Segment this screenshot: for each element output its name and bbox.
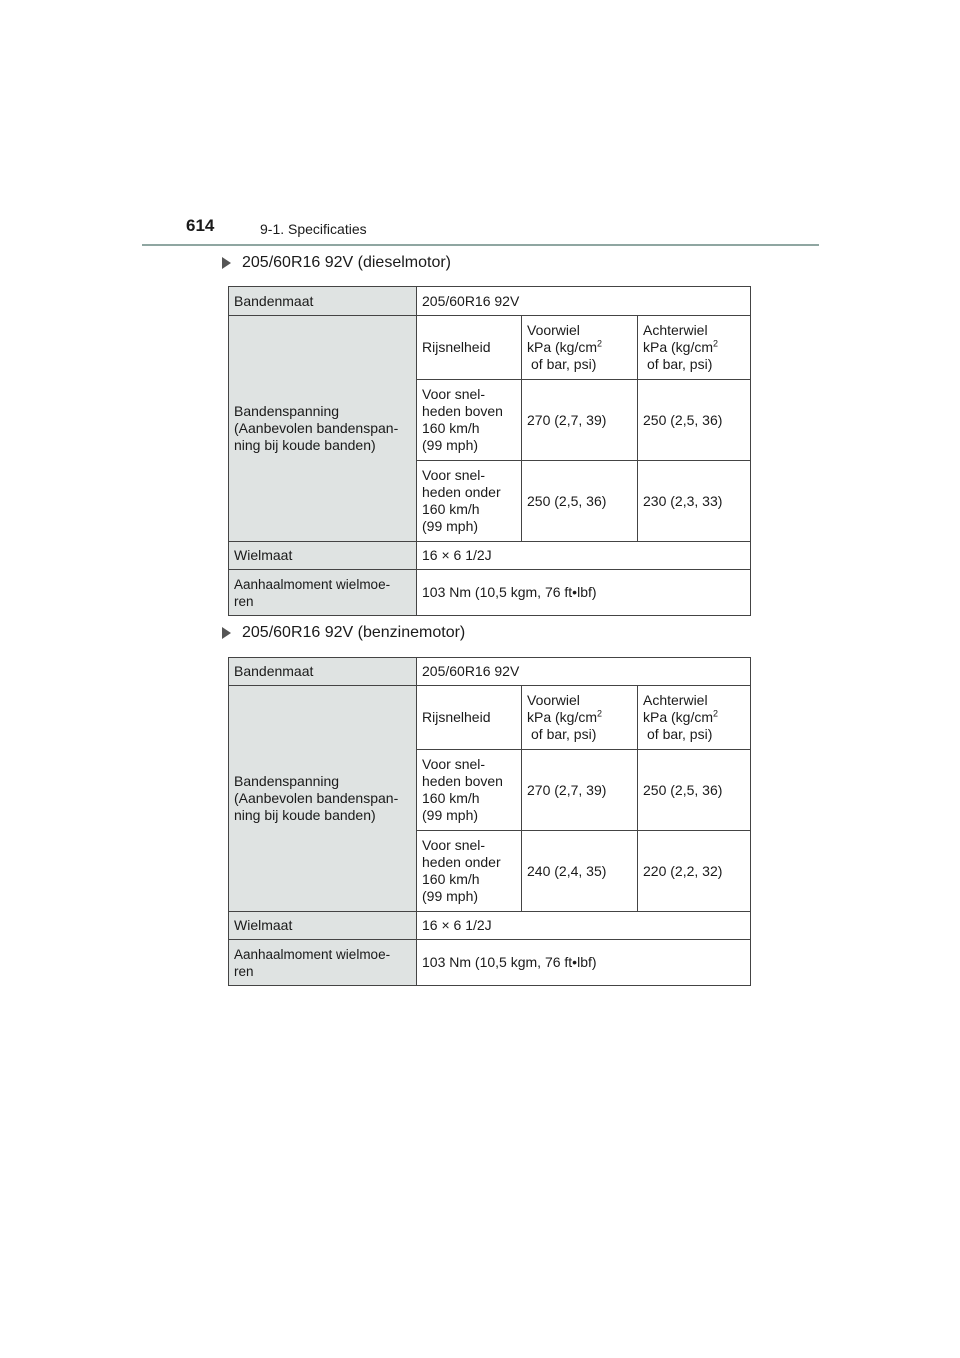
page-number: 614	[186, 216, 215, 235]
cell-line: Voor snel-	[422, 386, 486, 402]
cell-line: (99 mph)	[422, 888, 479, 904]
header-line: of bar, psi)	[647, 356, 713, 372]
cell-line: Voor snel-	[422, 467, 486, 483]
pressure-label	[229, 316, 417, 542]
torque-value: 103 Nm (10,5 kgm, 76 ft•lbf)	[417, 570, 751, 616]
cell-line: (99 mph)	[422, 437, 479, 453]
arrow-right-icon	[222, 257, 231, 269]
table-row	[229, 912, 751, 940]
label-line: ning bij koude banden)	[234, 437, 376, 453]
table-row	[229, 940, 751, 986]
speed-above-160	[417, 750, 522, 831]
rear-pressure-below: 230 (2,3, 33)	[638, 461, 751, 542]
spec-table-diesel	[228, 286, 751, 616]
rear-pressure-above: 250 (2,5, 36)	[638, 750, 751, 831]
header-line: Voorwiel	[527, 322, 580, 338]
front-pressure-below: 240 (2,4, 35)	[522, 831, 638, 912]
speed-header: Rijsnelheid	[417, 686, 522, 750]
cell-line: heden onder	[422, 854, 501, 870]
tyre-size-label: Bandenmaat	[229, 287, 417, 316]
front-wheel-header	[522, 316, 638, 380]
heading-text: 205/60R16 92V (dieselmotor)	[242, 254, 452, 271]
front-wheel-header	[522, 686, 638, 750]
cell-line: Voor snel-	[422, 756, 486, 772]
speed-below-160	[417, 831, 522, 912]
label-line: (Aanbevolen bandenspan-	[234, 790, 399, 806]
section-title: 9-1. Specificaties	[260, 221, 367, 237]
table-row	[229, 686, 751, 750]
front-pressure-below: 250 (2,5, 36)	[522, 461, 638, 542]
tyre-size-value: 205/60R16 92V	[417, 658, 751, 686]
cell-line: heden boven	[422, 773, 503, 789]
label-line: Aanhaalmoment wielmoe-	[234, 946, 391, 962]
rear-wheel-header	[638, 316, 751, 380]
rear-pressure-below: 220 (2,2, 32)	[638, 831, 751, 912]
header-line	[643, 339, 745, 356]
header-divider	[142, 244, 819, 246]
cell-line: heden boven	[422, 403, 503, 419]
header-unit: kPa (kg/cm	[643, 709, 714, 725]
label-line: ning bij koude banden)	[234, 807, 376, 823]
cell-line: (99 mph)	[422, 518, 479, 534]
wheel-size-value: 16 × 6 1/2J	[417, 912, 751, 940]
wheel-size-label: Wielmaat	[229, 912, 417, 940]
label-line: Bandenspanning	[234, 403, 340, 419]
torque-label	[229, 570, 417, 616]
superscript: 2	[713, 708, 719, 719]
wheel-size-label: Wielmaat	[229, 542, 417, 570]
tyre-size-label: Bandenmaat	[229, 658, 417, 686]
front-pressure-above: 270 (2,7, 39)	[522, 380, 638, 461]
table-row	[229, 658, 751, 686]
rear-pressure-above: 250 (2,5, 36)	[638, 380, 751, 461]
front-pressure-above: 270 (2,7, 39)	[522, 750, 638, 831]
header-line: Voorwiel	[527, 692, 580, 708]
header-line	[643, 709, 745, 726]
header-line: of bar, psi)	[531, 356, 597, 372]
table-row	[229, 316, 751, 380]
torque-label	[229, 940, 417, 986]
table-row	[229, 287, 751, 316]
table-row	[229, 570, 751, 616]
wheel-size-value: 16 × 6 1/2J	[417, 542, 751, 570]
cell-line: heden onder	[422, 484, 501, 500]
rear-wheel-header	[638, 686, 751, 750]
table-heading-petrol	[222, 624, 465, 642]
speed-below-160	[417, 461, 522, 542]
header-line: Achterwiel	[643, 322, 708, 338]
header-line: Achterwiel	[643, 692, 708, 708]
speed-header: Rijsnelheid	[417, 316, 522, 380]
header-line: of bar, psi)	[531, 726, 597, 742]
header-unit: kPa (kg/cm	[527, 339, 598, 355]
pressure-label	[229, 686, 417, 912]
label-line: Bandenspanning	[234, 773, 340, 789]
cell-line: 160 km/h	[422, 790, 480, 806]
header-line	[527, 339, 632, 356]
header-unit: kPa (kg/cm	[643, 339, 714, 355]
superscript: 2	[597, 338, 603, 349]
superscript: 2	[713, 338, 719, 349]
heading-text: 205/60R16 92V (benzinemotor)	[242, 624, 466, 641]
cell-line: 160 km/h	[422, 420, 480, 436]
cell-line: (99 mph)	[422, 807, 479, 823]
header-line: of bar, psi)	[647, 726, 713, 742]
label-line: ren	[234, 963, 254, 979]
cell-line: 160 km/h	[422, 871, 480, 887]
table-heading-diesel	[222, 254, 451, 272]
arrow-right-icon	[222, 627, 231, 639]
label-line: ren	[234, 593, 254, 609]
superscript: 2	[597, 708, 603, 719]
label-line: Aanhaalmoment wielmoe-	[234, 576, 391, 592]
cell-line: 160 km/h	[422, 501, 480, 517]
spec-table-petrol	[228, 657, 751, 986]
table-row	[229, 542, 751, 570]
tyre-size-value: 205/60R16 92V	[417, 287, 751, 316]
label-line: (Aanbevolen bandenspan-	[234, 420, 399, 436]
header-line	[527, 709, 632, 726]
cell-line: Voor snel-	[422, 837, 486, 853]
header-unit: kPa (kg/cm	[527, 709, 598, 725]
torque-value: 103 Nm (10,5 kgm, 76 ft•lbf)	[417, 940, 751, 986]
speed-above-160	[417, 380, 522, 461]
